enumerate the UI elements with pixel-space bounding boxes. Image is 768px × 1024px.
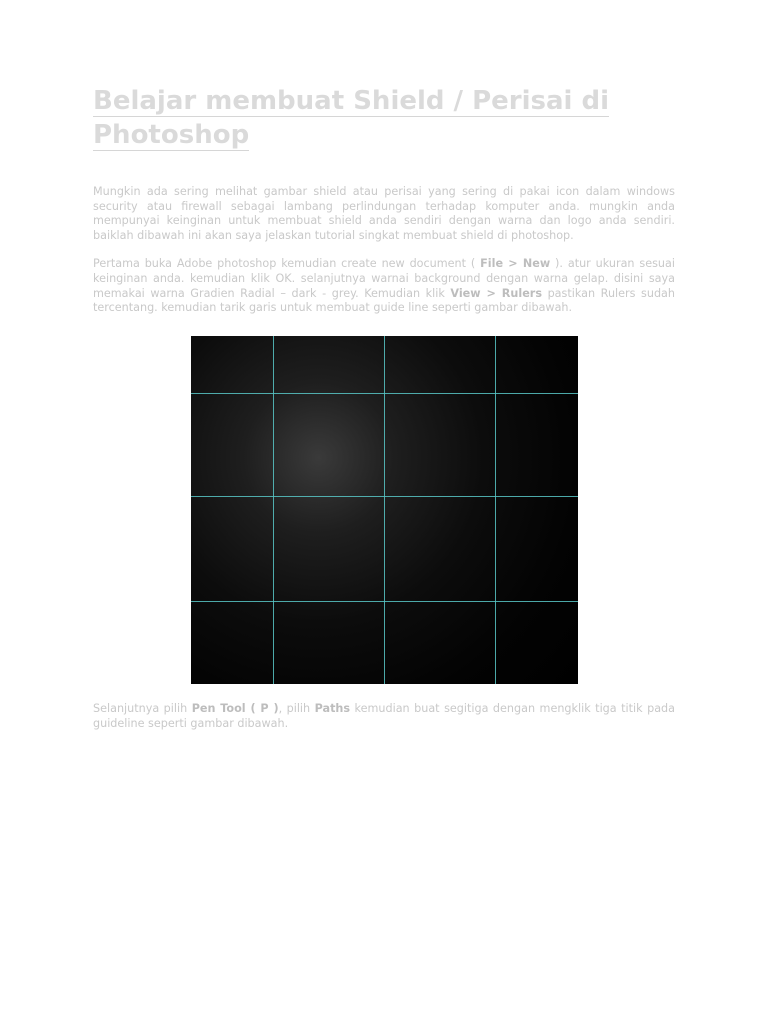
page-title-line-2: Photoshop [93,120,250,150]
guide-line-horizontal-3 [191,601,578,602]
step-1-text-c: pastikan Rulers sudah tercentang. kemudian tarik garis untuk membuat guide line seperti gambar dibawah. [93,286,675,315]
step-1-paragraph [93,257,675,315]
guide-line-vertical-3 [495,336,496,684]
tool-name-pen-tool: Pen Tool ( P ) [191,702,279,715]
page-title [93,84,675,152]
menu-path-file-new: File > New [480,257,551,271]
step-1-text-a: Pertama buka Adobe photoshop kemudian create new document ( [93,257,481,271]
step-2-paragraph [93,702,675,731]
guide-line-horizontal-2 [191,496,578,497]
step-2-text-a: Selanjutnya pilih [93,702,192,715]
step-1-text-b: ). atur ukuran sesuai keinginan anda. kemudian klik OK. selanjutnya warnai background dengan warna gelap. disini saya memakai warna Gradien Radial – dark - grey. Kemudian klik [93,257,675,300]
guide-grid-figure [191,336,578,684]
guide-line-horizontal-1 [191,393,578,394]
title-block [93,84,675,152]
intro-paragraph: Mungkin ada sering melihat gambar shield atau perisai yang sering di pakai icon dalam windows security atau firewall sebagai lambang perlindungan terhadap komputer anda. mungkin anda mempunyai keinginan untuk membuat shield anda sendiri dengan warna dan logo anda sendiri. baiklah dibawah ini akan saya jelaskan tutorial singkat membuat shield di photoshop. [93,185,675,242]
menu-path-view-rulers: View > Rulers [450,286,542,300]
document-page [93,84,675,330]
option-paths: Paths [314,702,351,715]
page-title-line-1: Belajar membuat Shield / Perisai di [93,86,610,116]
step-2-text-c: kemudian buat segitiga dengan mengklik tiga titik pada guideline seperti gambar dibawah. [93,702,676,730]
guide-line-vertical-1 [273,336,274,684]
step-2-text-b: , pilih [278,702,315,715]
guide-line-vertical-2 [384,336,385,684]
